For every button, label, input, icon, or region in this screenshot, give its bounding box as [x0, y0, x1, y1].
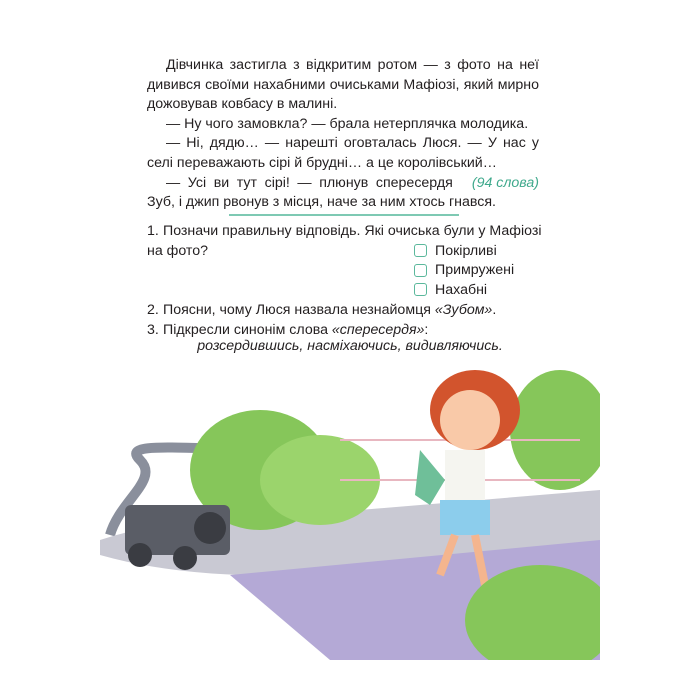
story-paragraph: Дівчинка застигла з відкритим ротом — з фото на неї дивився своїми нахабними очиськами Мафіозі, який мирно дожовував ковбасу в малині. [147, 57, 539, 113]
checkbox[interactable] [414, 283, 427, 296]
story-paragraph: (94 слова) — Усі ви тут сірі! — плюнув спересердя Зуб, і джип рвонув з місця, наче за ним хтось гнався. [147, 174, 539, 211]
illustration [100, 360, 600, 660]
task-3: 3. Підкресли синонім слова «спересердя»: [147, 321, 429, 338]
task-2: 2. Поясни, чому Люся назвала незнайомця «Зубом». [147, 302, 497, 319]
story-text [147, 56, 539, 213]
option-2[interactable]: Примружені [414, 261, 514, 281]
option-1[interactable]: Покірливі [414, 241, 514, 261]
divider [229, 214, 459, 216]
word-count: (94 слова) [471, 174, 539, 191]
answer-options [414, 241, 514, 300]
checkbox[interactable] [414, 264, 427, 277]
checkbox[interactable] [414, 244, 427, 257]
synonym-answers: розсердившись, насміхаючись, видивляючись. [197, 338, 503, 354]
task-1: 1. Позначи правильну відповідь. Які очиська були у Мафіозі на фото? [147, 223, 542, 259]
story-paragraph: — Ні, дядю… — нарешті оговталась Люся. — У нас у селі переважають сірі й брудні… а це королівський… [147, 135, 539, 171]
story-paragraph: — Ну чого замовкла? — брала нетерплячка молодика. [166, 115, 529, 132]
option-3[interactable]: Нахабні [414, 280, 514, 300]
